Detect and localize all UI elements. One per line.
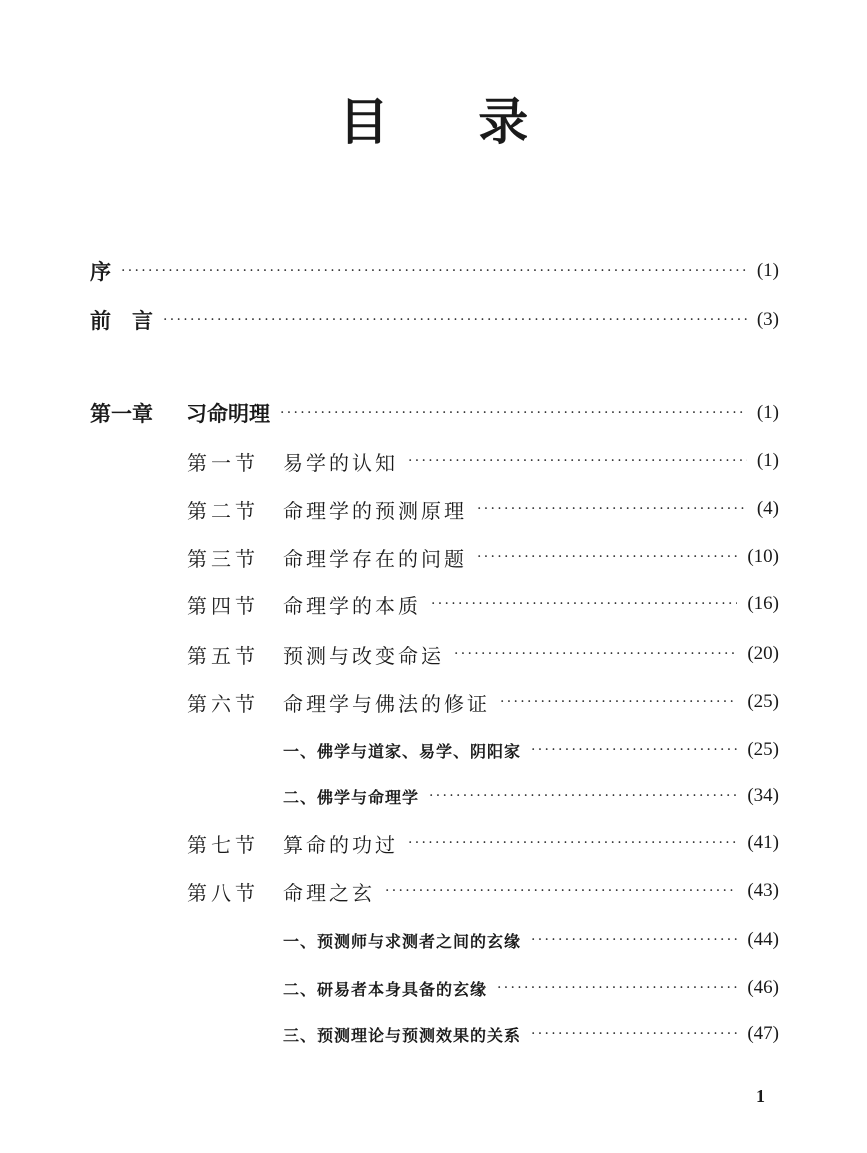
toc-page-number: (34)	[747, 785, 779, 806]
toc-page-number: (25)	[747, 739, 779, 760]
toc-page-number: (46)	[747, 977, 779, 998]
toc-entry-section[interactable]	[187, 687, 779, 717]
toc-entry-foreword[interactable]	[90, 305, 779, 335]
section-title: 命理学的预测原理	[283, 498, 467, 523]
leader-dots	[431, 589, 737, 619]
leader-dots	[477, 494, 747, 524]
toc-page-number: (1)	[756, 402, 779, 423]
leader-dots	[531, 925, 737, 955]
toc-page-number: (1)	[756, 260, 779, 281]
toc-entry-subsection[interactable]	[283, 735, 779, 765]
page-number: 1	[756, 1086, 765, 1106]
toc-page-number: (44)	[747, 929, 779, 950]
section-number: 第四节	[187, 593, 259, 618]
leader-dots	[163, 305, 747, 335]
section-title: 命理学的本质	[283, 593, 421, 618]
section-title: 算命的功过	[283, 832, 398, 857]
toc-page-number: (20)	[747, 643, 779, 664]
leader-dots	[454, 639, 737, 669]
section-number: 第八节	[187, 880, 259, 905]
chapter-number: 第一章	[90, 402, 153, 426]
leader-dots	[500, 687, 737, 717]
toc-page-number: (4)	[756, 498, 779, 519]
toc-page-number: (41)	[747, 832, 779, 853]
subsection-title: 三、预测理论与预测效果的关系	[283, 1025, 522, 1045]
toc-page-number: (16)	[747, 593, 779, 614]
leader-dots	[385, 876, 737, 906]
toc-entry-section[interactable]	[187, 542, 779, 572]
toc-entry-chapter-1[interactable]	[90, 398, 779, 428]
toc-entry-subsection[interactable]	[283, 781, 779, 811]
leader-dots	[408, 828, 737, 858]
section-title: 命理学存在的问题	[283, 546, 467, 571]
toc-entry-label: 序	[90, 260, 111, 284]
toc-entry-section[interactable]	[187, 876, 779, 906]
toc-page-number: (43)	[747, 880, 779, 901]
subsection-title: 二、研易者本身具备的玄缘	[283, 979, 488, 999]
leader-dots	[280, 398, 747, 428]
section-number: 第二节	[187, 498, 259, 523]
leader-dots	[121, 256, 747, 286]
toc-entry-section[interactable]	[187, 639, 779, 669]
page-title: 目 录	[338, 93, 565, 151]
toc-entry-label: 前 言	[90, 309, 153, 333]
chapter-title: 习命明理	[186, 402, 270, 426]
toc-page-number: (25)	[747, 691, 779, 712]
leader-dots	[531, 1019, 737, 1049]
toc-page-number: (47)	[747, 1023, 779, 1044]
subsection-title: 二、佛学与命理学	[283, 787, 420, 807]
toc-entry-section[interactable]	[187, 828, 779, 858]
toc-page-number: (1)	[756, 450, 779, 471]
toc-entry-subsection[interactable]	[283, 973, 779, 1003]
toc-entry-section[interactable]	[187, 589, 779, 619]
toc-entry-preface[interactable]	[90, 256, 779, 286]
section-title: 命理之玄	[283, 880, 375, 905]
section-number: 第一节	[187, 450, 259, 475]
toc-entry-section[interactable]	[187, 446, 779, 476]
leader-dots	[497, 973, 737, 1003]
toc-page-number: (10)	[747, 546, 779, 567]
toc-entry-subsection[interactable]	[283, 1019, 779, 1049]
subsection-title: 一、预测师与求测者之间的玄缘	[283, 931, 522, 951]
section-title: 易学的认知	[283, 450, 398, 475]
leader-dots	[477, 542, 737, 572]
section-title: 预测与改变命运	[283, 643, 444, 668]
leader-dots	[408, 446, 747, 476]
section-title: 命理学与佛法的修证	[283, 691, 490, 716]
subsection-title: 一、佛学与道家、易学、阴阳家	[283, 741, 522, 761]
section-number: 第三节	[187, 546, 259, 571]
section-number: 第六节	[187, 691, 259, 716]
section-number: 第五节	[187, 643, 259, 668]
section-number: 第七节	[187, 832, 259, 857]
toc-entry-subsection[interactable]	[283, 925, 779, 955]
toc-page-number: (3)	[756, 309, 779, 330]
toc-entry-section[interactable]	[187, 494, 779, 524]
leader-dots	[531, 735, 737, 765]
leader-dots	[429, 781, 737, 811]
